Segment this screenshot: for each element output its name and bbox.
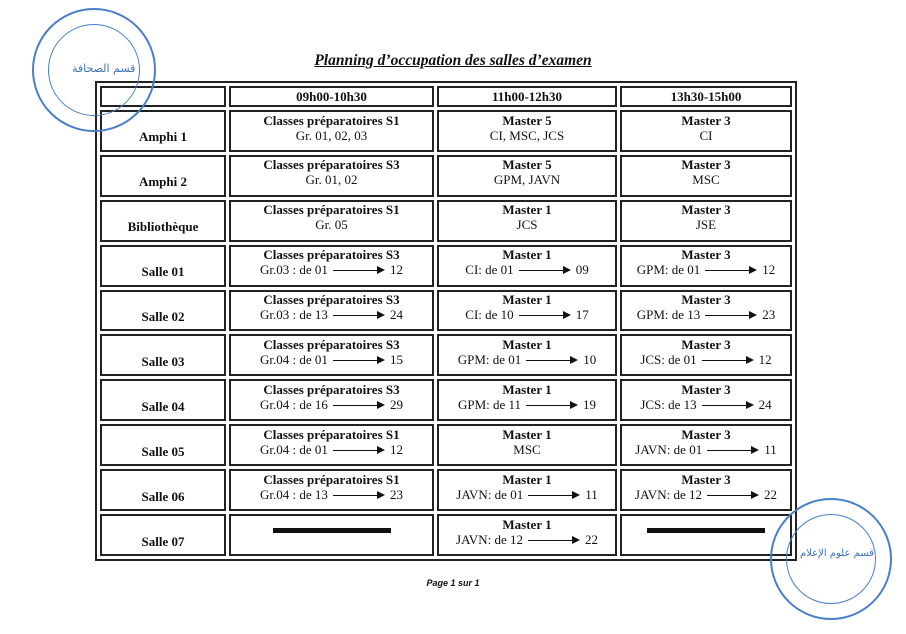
range-from: Gr.04 : de 01 [260,351,328,367]
schedule-cell [437,110,617,152]
exam-group-title: Master 1 [502,336,552,352]
range-to: 23 [762,307,776,323]
arrow-icon [707,489,759,499]
cell-content [231,381,432,420]
student-range [637,262,776,277]
range-to: 12 [762,262,776,278]
range-from: JAVN: de 01 [635,441,703,457]
exam-group-detail: MSC [692,172,720,188]
schedule-cell [620,155,792,197]
table-row [100,424,792,466]
exam-group-title: Classes préparatoires S3 [263,292,400,308]
range-to: 22 [763,486,777,502]
schedule-cell [229,290,434,332]
exam-group-title: Master 3 [681,202,731,218]
schedule-cell [620,200,792,242]
student-range [637,307,776,322]
range-from: CI: de 01 [465,262,514,278]
range-from: GPM: de 13 [636,307,701,323]
schedule-cell [437,514,617,556]
schedule-cell [620,290,792,332]
page-title: Planning d’occupation des salles d’examen [314,52,592,69]
header-time-slot: 09h00-10h30 [229,86,434,107]
exam-group-detail: MSC [513,441,541,457]
student-range [260,307,403,322]
empty-slot [622,516,790,555]
exam-group-detail: CI, MSC, JCS [489,127,565,143]
stamp-top-label: قسم الصحافة [72,62,136,75]
student-range [640,352,771,367]
cell-content [231,471,432,510]
exam-group-title: Classes préparatoires S1 [263,112,400,128]
cell-content [231,426,432,465]
schedule-cell [229,245,434,287]
range-to: 12 [758,351,772,367]
page-footer: Page 1 sur 1 [426,578,480,588]
exam-group-title: Master 1 [502,247,552,263]
stamp-bottom-label: قسم علوم الإعلام [800,548,874,559]
range-from: Gr.04 : de 16 [260,396,328,412]
exam-group-title: Master 1 [502,426,552,442]
room-name: Salle 05 [100,424,226,466]
exam-group-detail: JCS [516,217,538,233]
cell-content [231,291,432,330]
arrow-icon [528,534,580,544]
student-range [260,262,403,277]
table-row [100,379,792,421]
table-row [100,469,792,511]
exam-group-detail: GPM, JAVN [493,172,561,188]
table-row [100,110,792,152]
schedule-cell [437,334,617,376]
range-from: Gr.03 : de 01 [260,262,328,278]
range-to: 12 [389,441,403,457]
exam-group-title: Master 1 [502,471,552,487]
cell-content [439,381,615,420]
schedule-cell [229,334,434,376]
exam-group-title: Master 3 [681,381,731,397]
empty-slot-bar [273,528,391,533]
schedule-cell [620,514,792,556]
room-name: Salle 06 [100,469,226,511]
room-name: Amphi 1 [100,110,226,152]
cell-content [439,201,615,240]
student-range [260,487,403,502]
exam-room-schedule-table [95,81,797,561]
cell-content [439,246,615,285]
student-range [465,262,588,277]
schedule-cell [229,379,434,421]
arrow-icon [705,264,757,274]
schedule-cell [620,379,792,421]
arrow-icon [705,309,757,319]
schedule-cell [229,424,434,466]
range-to: 09 [575,262,589,278]
exam-group-title: Master 3 [681,112,731,128]
schedule-cell [437,424,617,466]
range-to: 29 [389,396,403,412]
cell-content [231,201,432,240]
exam-group-detail: Gr. 01, 02, 03 [295,127,368,143]
student-range [456,487,597,502]
stamp-top-left [32,8,156,132]
range-from: GPM: de 01 [457,351,522,367]
schedule-cell [437,379,617,421]
table-row [100,334,792,376]
room-name: Salle 02 [100,290,226,332]
arrow-icon [333,444,385,454]
room-name: Amphi 2 [100,155,226,197]
exam-group-title: Master 1 [502,292,552,308]
schedule-cell [229,110,434,152]
range-from: GPM: de 01 [636,262,701,278]
schedule-cell [229,200,434,242]
cell-content [622,112,790,151]
range-to: 24 [389,307,403,323]
student-range [458,397,596,412]
cell-content [622,381,790,420]
cell-content [622,246,790,285]
schedule-cell [229,469,434,511]
exam-group-detail: JSE [695,217,717,233]
table-row [100,514,792,556]
student-range [260,442,403,457]
room-name: Bibliothèque [100,200,226,242]
student-range [635,442,776,457]
cell-content [439,516,615,555]
student-range [458,352,597,367]
range-to: 17 [575,307,589,323]
header-row [100,86,792,107]
cell-content [439,291,615,330]
range-to: 11 [764,441,777,457]
student-range [465,307,588,322]
cell-content [622,291,790,330]
range-to: 22 [584,531,598,547]
range-from: Gr.04 : de 13 [260,486,328,502]
room-name: Salle 03 [100,334,226,376]
header-time-slot: 11h00-12h30 [437,86,617,107]
exam-group-title: Master 3 [681,247,731,263]
exam-group-title: Classes préparatoires S3 [263,381,400,397]
range-from: JAVN: de 12 [635,486,702,502]
cell-content [622,471,790,510]
arrow-icon [526,354,578,364]
arrow-icon [702,399,754,409]
schedule-cell [229,514,434,556]
range-from: Gr.04 : de 01 [260,441,328,457]
schedule-cell [437,290,617,332]
schedule-cell [229,155,434,197]
range-to: 11 [585,486,598,502]
arrow-icon [702,354,754,364]
cell-content [622,201,790,240]
schedule-cell [437,155,617,197]
exam-group-title: Master 1 [502,516,552,532]
range-from: CI: de 10 [465,307,514,323]
schedule-cell [437,245,617,287]
arrow-icon [333,399,385,409]
cell-content [622,426,790,465]
exam-group-title: Classes préparatoires S3 [263,157,400,173]
exam-group-detail: Gr. 05 [315,217,348,233]
student-range [260,397,403,412]
range-to: 12 [389,262,403,278]
header-time-slot: 13h30-15h00 [620,86,792,107]
room-name: Salle 01 [100,245,226,287]
range-to: 19 [583,396,597,412]
range-from: JAVN: de 01 [456,486,524,502]
arrow-icon [333,309,385,319]
exam-group-title: Master 3 [681,292,731,308]
range-from: JAVN: de 12 [456,531,523,547]
schedule-cell [437,200,617,242]
exam-group-title: Master 3 [681,426,731,442]
exam-group-title: Master 3 [681,336,731,352]
arrow-icon [333,264,385,274]
exam-group-detail: CI [699,127,713,143]
schedule-cell [620,110,792,152]
exam-group-title: Master 3 [681,471,731,487]
arrow-icon [519,309,571,319]
arrow-icon [519,264,571,274]
range-from: JCS: de 13 [640,396,697,412]
schedule-cell [620,245,792,287]
cell-content [622,156,790,195]
cell-content [231,336,432,375]
table-row [100,155,792,197]
arrow-icon [526,399,578,409]
cell-content [439,112,615,151]
range-to: 10 [583,351,597,367]
range-from: GPM: de 11 [457,396,522,412]
exam-group-title: Master 1 [502,381,552,397]
schedule-cell [437,469,617,511]
exam-group-title: Classes préparatoires S1 [263,426,400,442]
exam-group-title: Master 1 [502,202,552,218]
cell-content [231,246,432,285]
range-from: Gr.03 : de 13 [260,307,328,323]
cell-content [231,112,432,151]
student-range [260,352,403,367]
arrow-icon [707,444,759,454]
student-range [640,397,771,412]
stamp-bottom-right [770,498,892,620]
range-to: 23 [389,486,403,502]
exam-group-title: Master 5 [502,112,552,128]
schedule-cell [620,334,792,376]
exam-group-title: Classes préparatoires S3 [263,247,400,263]
exam-group-title: Master 5 [502,157,552,173]
student-range [456,532,598,547]
arrow-icon [333,489,385,499]
cell-content [439,336,615,375]
arrow-icon [333,354,385,364]
exam-group-title: Master 3 [681,157,731,173]
schedule-cell [620,469,792,511]
exam-group-title: Classes préparatoires S1 [263,471,400,487]
cell-content [622,336,790,375]
range-to: 15 [389,351,403,367]
empty-slot [231,516,432,555]
table-row [100,200,792,242]
range-from: JCS: de 01 [640,351,697,367]
student-range [635,487,777,502]
cell-content [439,426,615,465]
arrow-icon [528,489,580,499]
schedule-cell [620,424,792,466]
table-row [100,290,792,332]
exam-group-title: Classes préparatoires S3 [263,336,400,352]
range-to: 24 [758,396,772,412]
empty-slot-bar [647,528,765,533]
cell-content [231,156,432,195]
room-name: Salle 04 [100,379,226,421]
cell-content [439,471,615,510]
cell-content [439,156,615,195]
room-name: Salle 07 [100,514,226,556]
exam-group-detail: Gr. 01, 02 [305,172,358,188]
table-row [100,245,792,287]
exam-group-title: Classes préparatoires S1 [263,202,400,218]
